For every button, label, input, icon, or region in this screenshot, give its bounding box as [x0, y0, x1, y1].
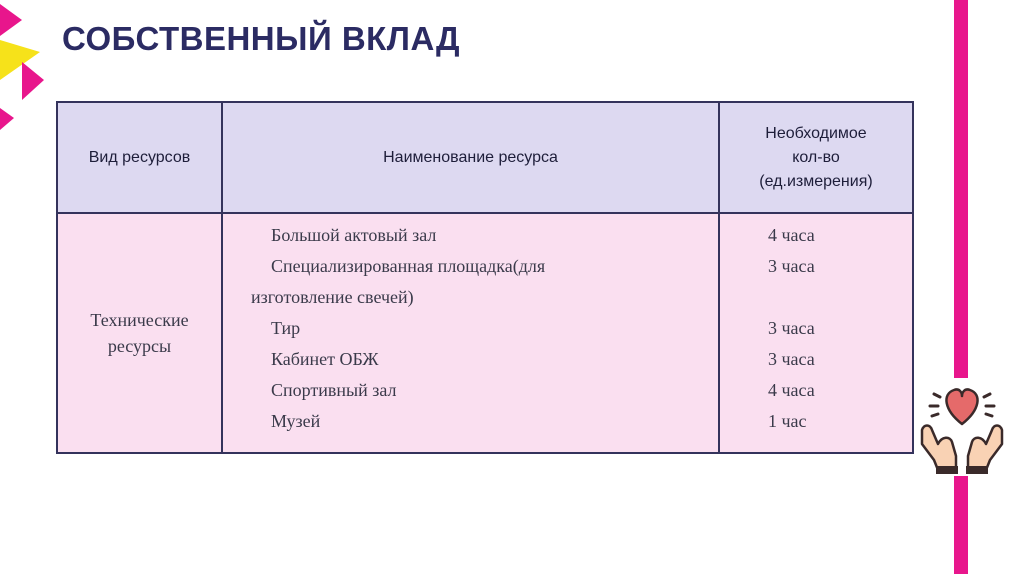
kind-line1: Технические: [90, 310, 189, 330]
resource-name-continuation: изготовление свечей): [251, 287, 414, 307]
table-row: [57, 213, 913, 453]
corner-pink-shape: [0, 4, 22, 36]
header-name: Наименование ресурса: [222, 102, 719, 213]
page-title: СОБСТВЕННЫЙ ВКЛАД: [62, 20, 461, 57]
names-cell: [222, 213, 719, 453]
resource-name: Специализированная площадка(для: [271, 256, 546, 276]
resource-name: Тир: [271, 318, 301, 338]
side-stripe: [954, 0, 968, 574]
resource-table: [56, 101, 914, 454]
qty-spacer: [720, 282, 912, 313]
right-cuff: [966, 466, 988, 474]
resource-qty: 3 часа: [768, 349, 815, 369]
corner-decoration: [0, 0, 60, 140]
corner-pink-shape-3: [0, 108, 14, 130]
header-qty-line1: Необходимое: [765, 124, 867, 142]
resource-qty: 4 часа: [768, 380, 815, 400]
table-header-row: [57, 102, 913, 213]
resource-name: Кабинет ОБЖ: [271, 349, 379, 369]
corner-pink-shape-2: [22, 62, 44, 100]
qty-cell: [719, 213, 913, 453]
kind-cell: [57, 213, 222, 453]
resource-name: Музей: [271, 411, 321, 431]
kind-line2: ресурсы: [107, 336, 172, 356]
resource-name: Спортивный зал: [271, 380, 397, 400]
header-kind: Вид ресурсов: [57, 102, 222, 213]
resource-name: Большой актовый зал: [271, 225, 437, 245]
header-qty-line2: кол-во: [792, 148, 840, 166]
header-qty-line3: (ед.измерения): [759, 172, 873, 190]
left-cuff: [936, 466, 958, 474]
resource-qty: 3 часа: [768, 256, 815, 276]
resource-qty: 1 час: [768, 411, 807, 431]
resource-qty: 4 часа: [768, 225, 815, 245]
header-qty: [719, 102, 913, 213]
resource-qty: 3 часа: [768, 318, 815, 338]
hands-heart-icon: [914, 378, 1010, 476]
